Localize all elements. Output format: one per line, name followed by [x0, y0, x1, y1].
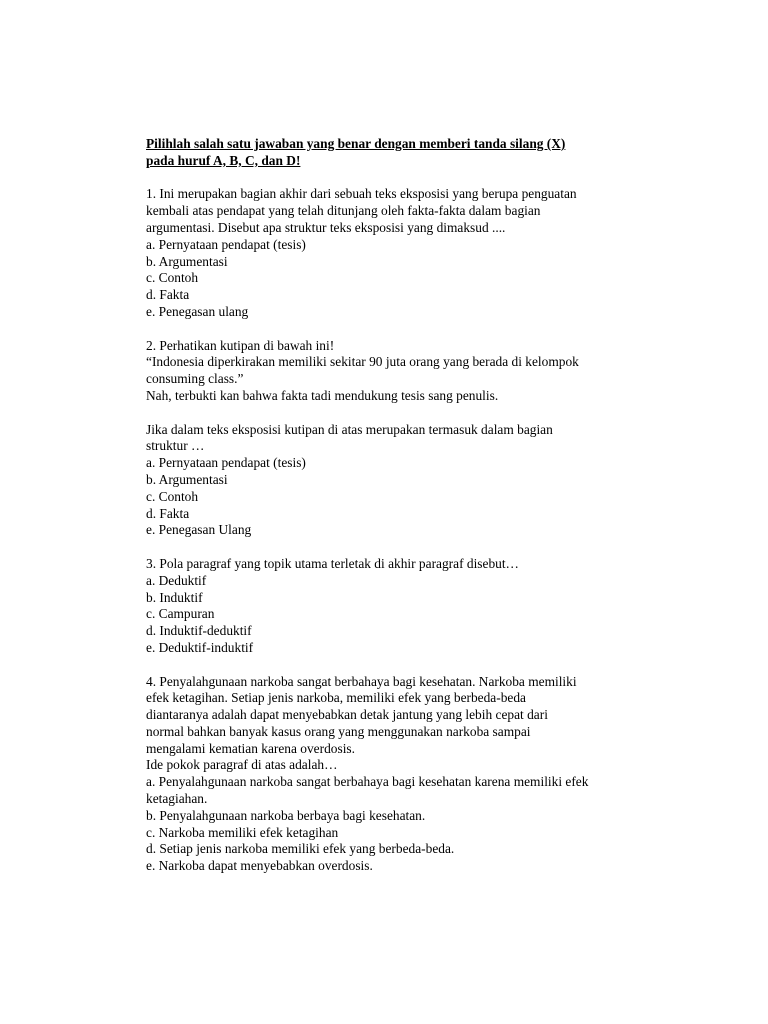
- option-d: d. Fakta: [146, 505, 190, 521]
- stem-line: diantaranya adalah dapat menyebabkan detak jantung yang lebih cepat dari: [146, 707, 548, 723]
- stem-line: argumentasi. Disebut apa struktur teks eksposisi yang dimaksud ....: [146, 219, 506, 235]
- option-a-continued: ketagiahan.: [146, 791, 208, 807]
- question-2: [146, 338, 666, 540]
- instruction-line: Pilihlah salah satu jawaban yang benar dengan memberi tanda silang (X): [146, 136, 566, 151]
- option-b: b. Induktif: [146, 589, 203, 605]
- answer-options: [146, 573, 666, 657]
- stem-line: 3. Pola paragraf yang topik utama terletak di akhir paragraf disebut…: [146, 555, 519, 571]
- option-e: e. Narkoba dapat menyebabkan overdosis.: [146, 858, 373, 874]
- option-d: d. Induktif-deduktif: [146, 623, 252, 639]
- option-b: b. Argumentasi: [146, 471, 228, 487]
- instruction-heading: [146, 136, 666, 170]
- question-stem: [146, 186, 666, 236]
- option-a: a. Pernyataan pendapat (tesis): [146, 236, 306, 252]
- answer-options: [146, 774, 666, 875]
- instruction-line: pada huruf A, B, C, dan D!: [146, 152, 301, 168]
- option-d: d. Setiap jenis narkoba memiliki efek yang berbeda-beda.: [146, 841, 455, 857]
- question-3: [146, 556, 666, 657]
- question-1: [146, 186, 666, 320]
- option-e: e. Deduktif-induktif: [146, 639, 254, 655]
- answer-options: [146, 237, 666, 321]
- question-stem: [146, 556, 666, 573]
- option-a: a. Deduktif: [146, 572, 207, 588]
- question-stem: [146, 338, 666, 405]
- stem-line: kembali atas pendapat yang telah ditunjang oleh fakta-fakta dalam bagian: [146, 203, 541, 219]
- prompt-line: Jika dalam teks eksposisi kutipan di atas merupakan termasuk dalam bagian: [146, 421, 553, 437]
- prompt-line: struktur …: [146, 438, 205, 454]
- option-c: c. Contoh: [146, 488, 199, 504]
- option-a: a. Penyalahgunaan narkoba sangat berbahaya bagi kesehatan karena memiliki efek: [146, 774, 589, 790]
- option-e: e. Penegasan ulang: [146, 303, 249, 319]
- stem-line: efek ketagihan. Setiap jenis narkoba, memiliki efek yang berbeda-beda: [146, 690, 526, 706]
- option-a: a. Pernyataan pendapat (tesis): [146, 455, 306, 471]
- stem-line: normal bahkan banyak kasus orang yang menggunakan narkoba sampai: [146, 723, 531, 739]
- stem-line: mengalami kematian karena overdosis.: [146, 740, 355, 756]
- stem-line: 4. Penyalahgunaan narkoba sangat berbahaya bagi kesehatan. Narkoba memiliki: [146, 673, 577, 689]
- answer-options: [146, 455, 666, 539]
- question-prompt: [146, 422, 666, 456]
- stem-line: Nah, terbukti kan bahwa fakta tadi mendukung tesis sang penulis.: [146, 387, 499, 403]
- option-b: b. Penyalahgunaan narkoba berbaya bagi kesehatan.: [146, 807, 426, 823]
- quote-line: consuming class.”: [146, 371, 244, 387]
- stem-line: 2. Perhatikan kutipan di bawah ini!: [146, 337, 335, 353]
- option-e: e. Penegasan Ulang: [146, 522, 252, 538]
- paragraph-gap: [146, 405, 666, 422]
- option-c: c. Contoh: [146, 270, 199, 286]
- document-content: [146, 136, 666, 875]
- question-stem: [146, 674, 666, 775]
- quote-line: “Indonesia diperkirakan memiliki sekitar 90 juta orang yang berada di kelompok: [146, 354, 579, 370]
- option-d: d. Fakta: [146, 287, 190, 303]
- question-4: [146, 674, 666, 876]
- stem-line: Ide pokok paragraf di atas adalah…: [146, 757, 338, 773]
- option-c: c. Campuran: [146, 606, 215, 622]
- option-c: c. Narkoba memiliki efek ketagihan: [146, 824, 339, 840]
- stem-line: 1. Ini merupakan bagian akhir dari sebuah teks eksposisi yang berupa penguatan: [146, 186, 577, 202]
- option-b: b. Argumentasi: [146, 253, 228, 269]
